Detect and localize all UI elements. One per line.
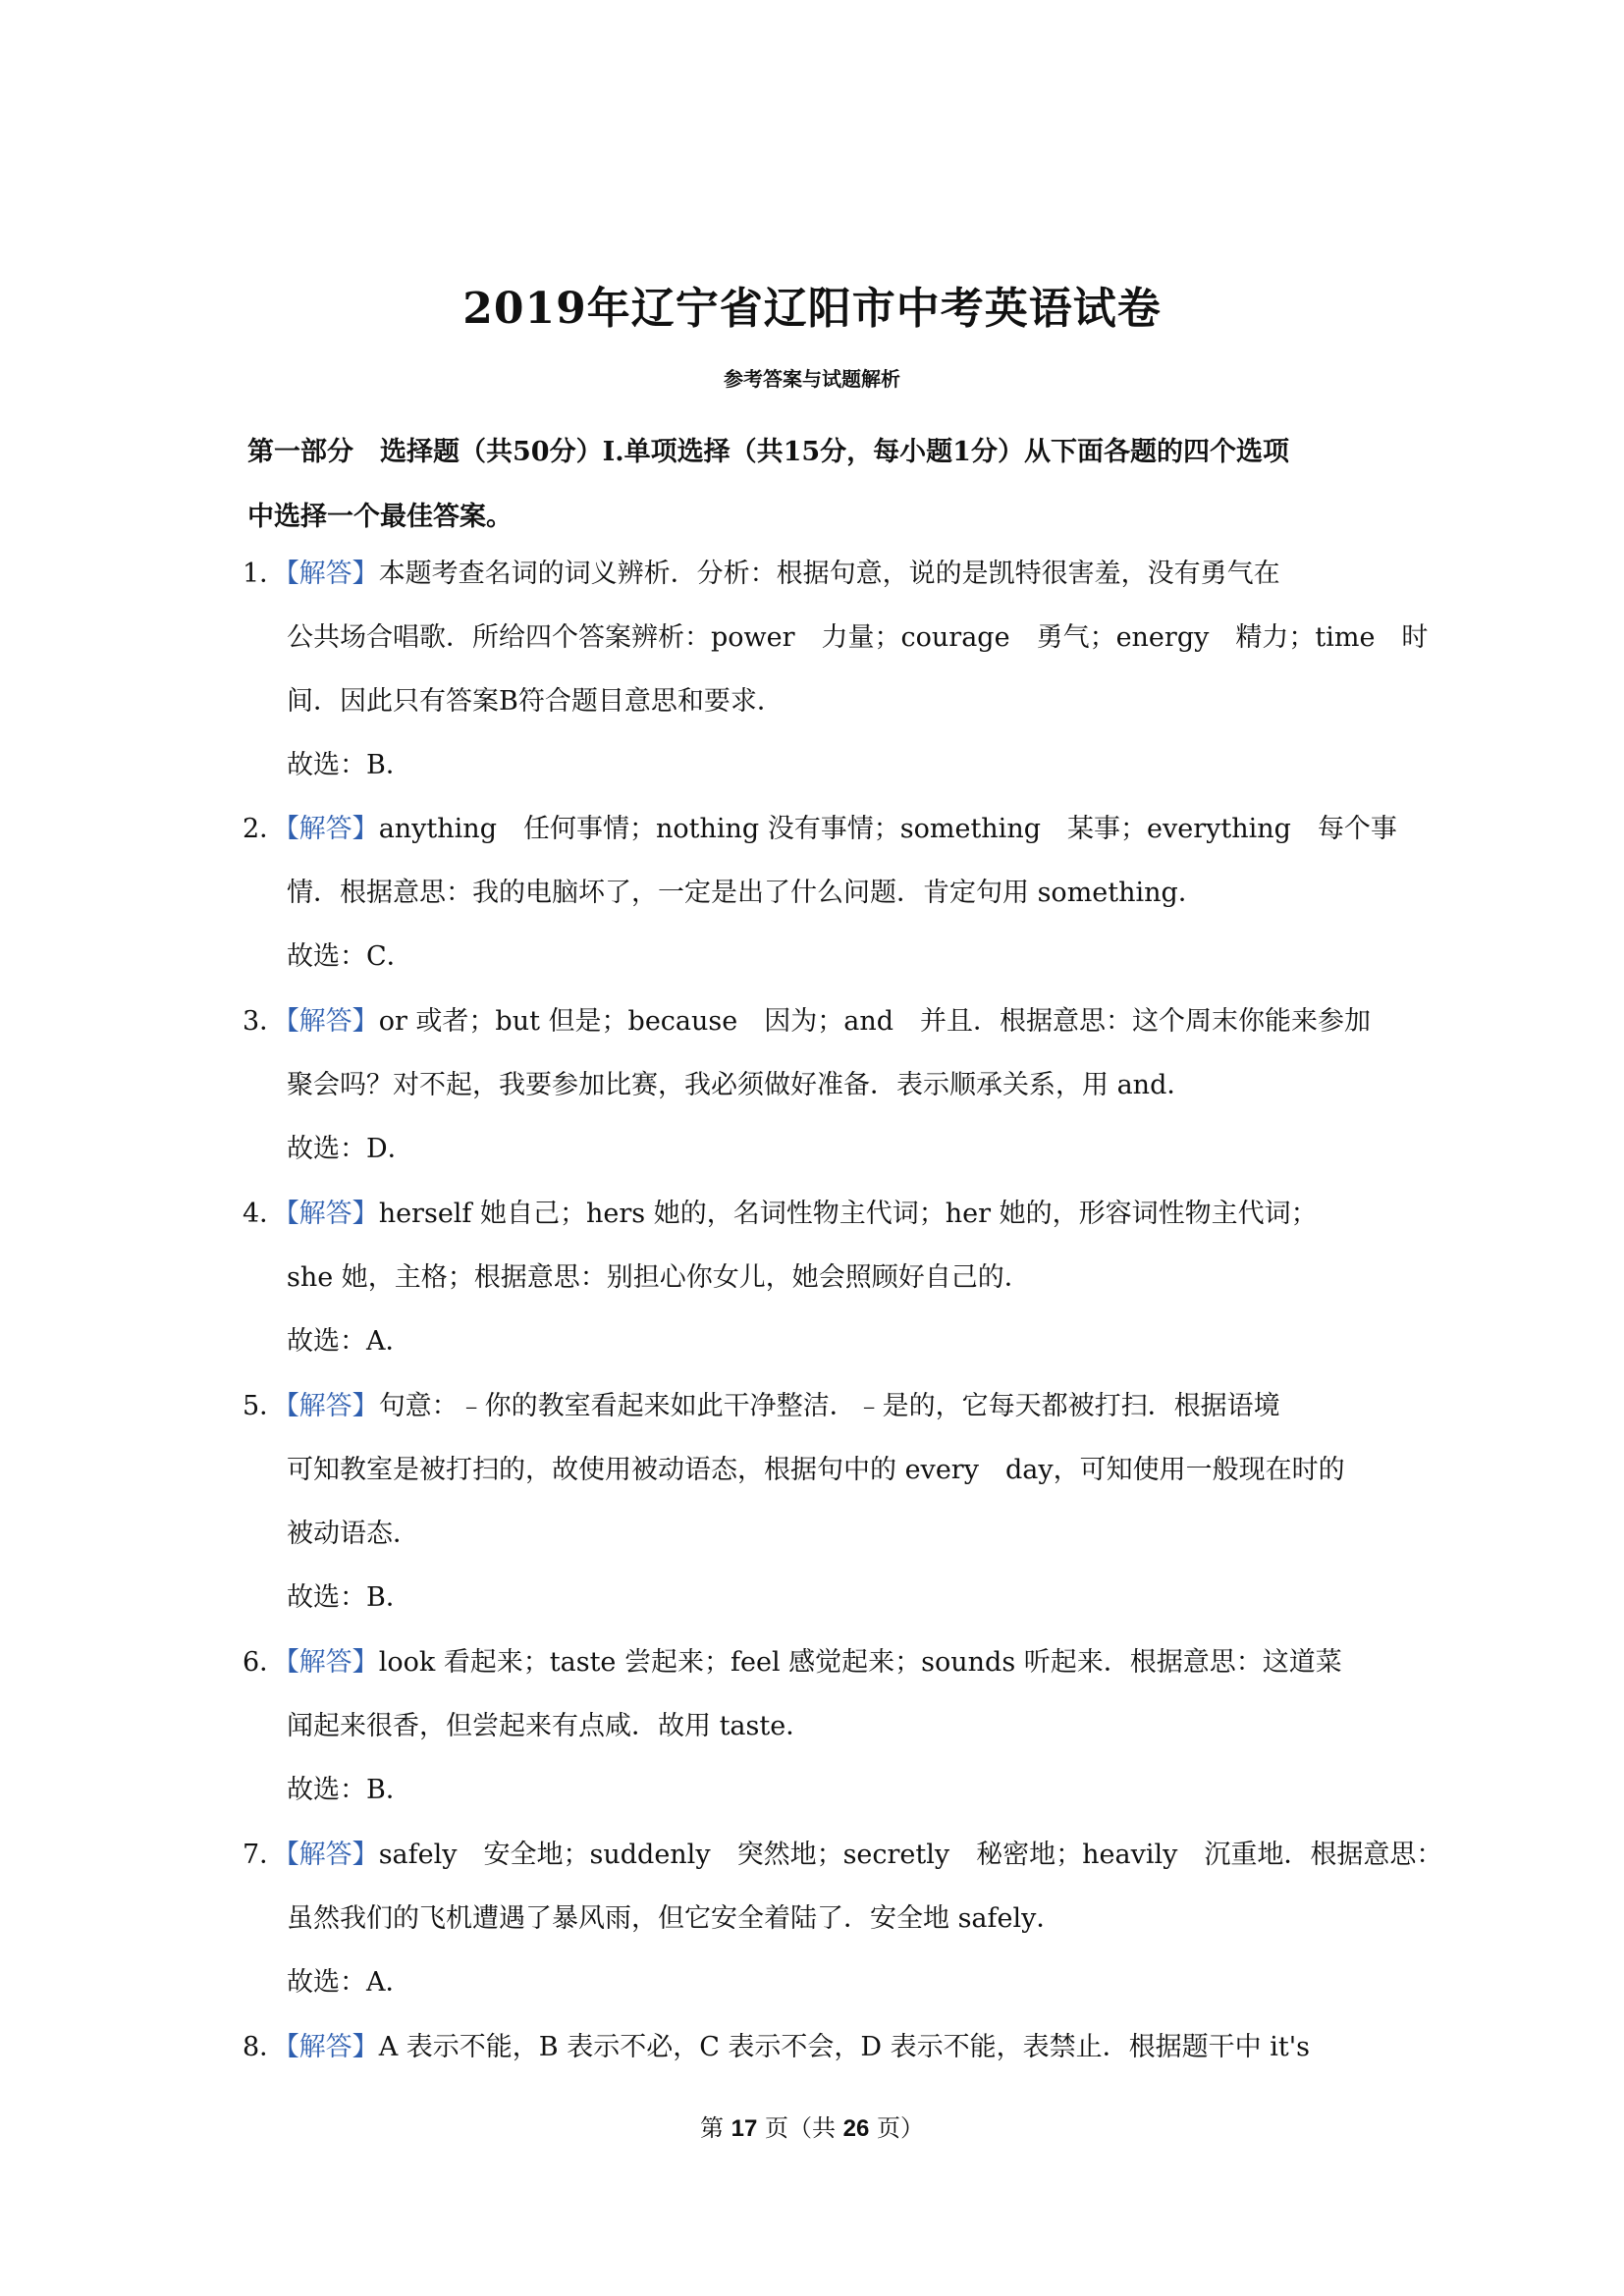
answer-selection: 故选：A． [287, 1326, 412, 1357]
answer-tag: 【解答】 [286, 559, 379, 589]
item-text: A 表示不能，B 表示不必，C 表示不会，D 表示不能，表禁止．根据题干中 it's [378, 2032, 1311, 2062]
page-total: 26 [842, 2115, 870, 2142]
item-text-continued: 情．根据意思：我的电脑坏了，一定是出了什么问题．肯定句用 something． [287, 878, 1205, 908]
item-text-continued: 被动语态． [287, 1519, 419, 1549]
answer-selection: 故选：B． [287, 750, 412, 780]
item-text-continued: 聚会吗？对不起，我要参加比赛，我必须做好准备．表示顺承关系，用 and． [287, 1070, 1194, 1100]
item-text: 句意：﹣你的教室看起来如此干净整洁．﹣是的，它每天都被打扫．根据语境 [378, 1391, 1280, 1421]
answer-selection: 故选：C． [287, 941, 413, 972]
item-text-continued: 虽然我们的飞机遭遇了暴风雨，但它安全着陆了．安全地 safely． [287, 1903, 1063, 1934]
item-number: 1． [243, 559, 287, 589]
answer-tag: 【解答】 [286, 1840, 379, 1870]
item-text-continued: 闻起来很香，但尝起来有点咸．故用 taste． [287, 1711, 813, 1741]
item-number: 4． [243, 1199, 287, 1229]
answer-item-1 [243, 542, 1429, 797]
item-text-continued: 公共场合唱歌．所给四个答案辨析：power 力量；courage 勇气；energy 精力；time 时 [287, 622, 1429, 653]
answer-selection: 故选：B． [287, 1775, 412, 1805]
answer-selection: 故选：D． [287, 1134, 414, 1164]
item-text: anything 任何事情；nothing 没有事情；something 某事；everything 每个事 [378, 814, 1397, 844]
answer-selection: 故选：B． [287, 1582, 412, 1613]
answer-tag: 【解答】 [286, 2032, 379, 2062]
item-text: or 或者；but 但是；because 因为；and 并且．根据意思：这个周末你能来参加 [378, 1006, 1372, 1037]
section-heading [247, 420, 1406, 550]
item-number: 2． [243, 814, 287, 844]
section-heading-line-1: 第一部分 选择题（共50分）I.单项选择（共15分，每小题1分）从下面各题的四个选项 [247, 437, 1289, 467]
section-heading-line-2: 中选择一个最佳答案。 [247, 502, 513, 532]
answer-tag: 【解答】 [286, 1199, 379, 1229]
page-footer: 第 17 页（共 26 页） [700, 2114, 924, 2142]
item-number: 6． [243, 1647, 287, 1678]
item-number: 7． [243, 1840, 287, 1870]
answer-item-3 [243, 989, 1391, 1181]
item-text: look 看起来；taste 尝起来；feel 感觉起来；sounds 听起来．根据意思：这道菜 [378, 1647, 1342, 1678]
item-text: 本题考查名词的词义辨析．分析：根据句意，说的是凯特很害羞，没有勇气在 [378, 559, 1280, 589]
item-number: 8． [243, 2032, 287, 2062]
item-number: 5． [243, 1391, 287, 1421]
answer-item-4 [243, 1182, 1391, 1373]
item-text: herself 她自己；hers 她的，名词性物主代词；her 她的，形容词性物主代词； [378, 1199, 1318, 1229]
answer-item-2 [243, 797, 1397, 988]
item-text: safely 安全地；suddenly 突然地；secretly 秘密地；heavily 沉重地．根据意思： [378, 1840, 1443, 1870]
answer-tag: 【解答】 [286, 814, 379, 844]
document-subtitle: 参考答案与试题解析 [724, 367, 900, 391]
item-text-continued: 可知教室是被打扫的，故使用被动语态，根据句中的 every day，可知使用一般现在时的 [287, 1455, 1345, 1485]
answer-item-6 [243, 1630, 1391, 1822]
item-text-continued: 间．因此只有答案B符合题目意思和要求． [287, 686, 784, 717]
item-number: 3． [243, 1006, 287, 1037]
answer-item-7 [243, 1823, 1443, 2014]
answer-item-5 [243, 1374, 1391, 1629]
document-title: 2019年辽宁省辽阳市中考英语试卷 [462, 284, 1162, 334]
answer-item-8 [243, 2015, 1391, 2079]
answer-tag: 【解答】 [286, 1391, 379, 1421]
answer-tag: 【解答】 [286, 1006, 379, 1037]
page-number: 17 [731, 2115, 758, 2142]
answer-tag: 【解答】 [286, 1647, 379, 1678]
answer-selection: 故选：A． [287, 1967, 412, 1998]
item-text-continued: she 她，主格；根据意思：别担心你女儿，她会照顾好自己的． [287, 1262, 1031, 1293]
